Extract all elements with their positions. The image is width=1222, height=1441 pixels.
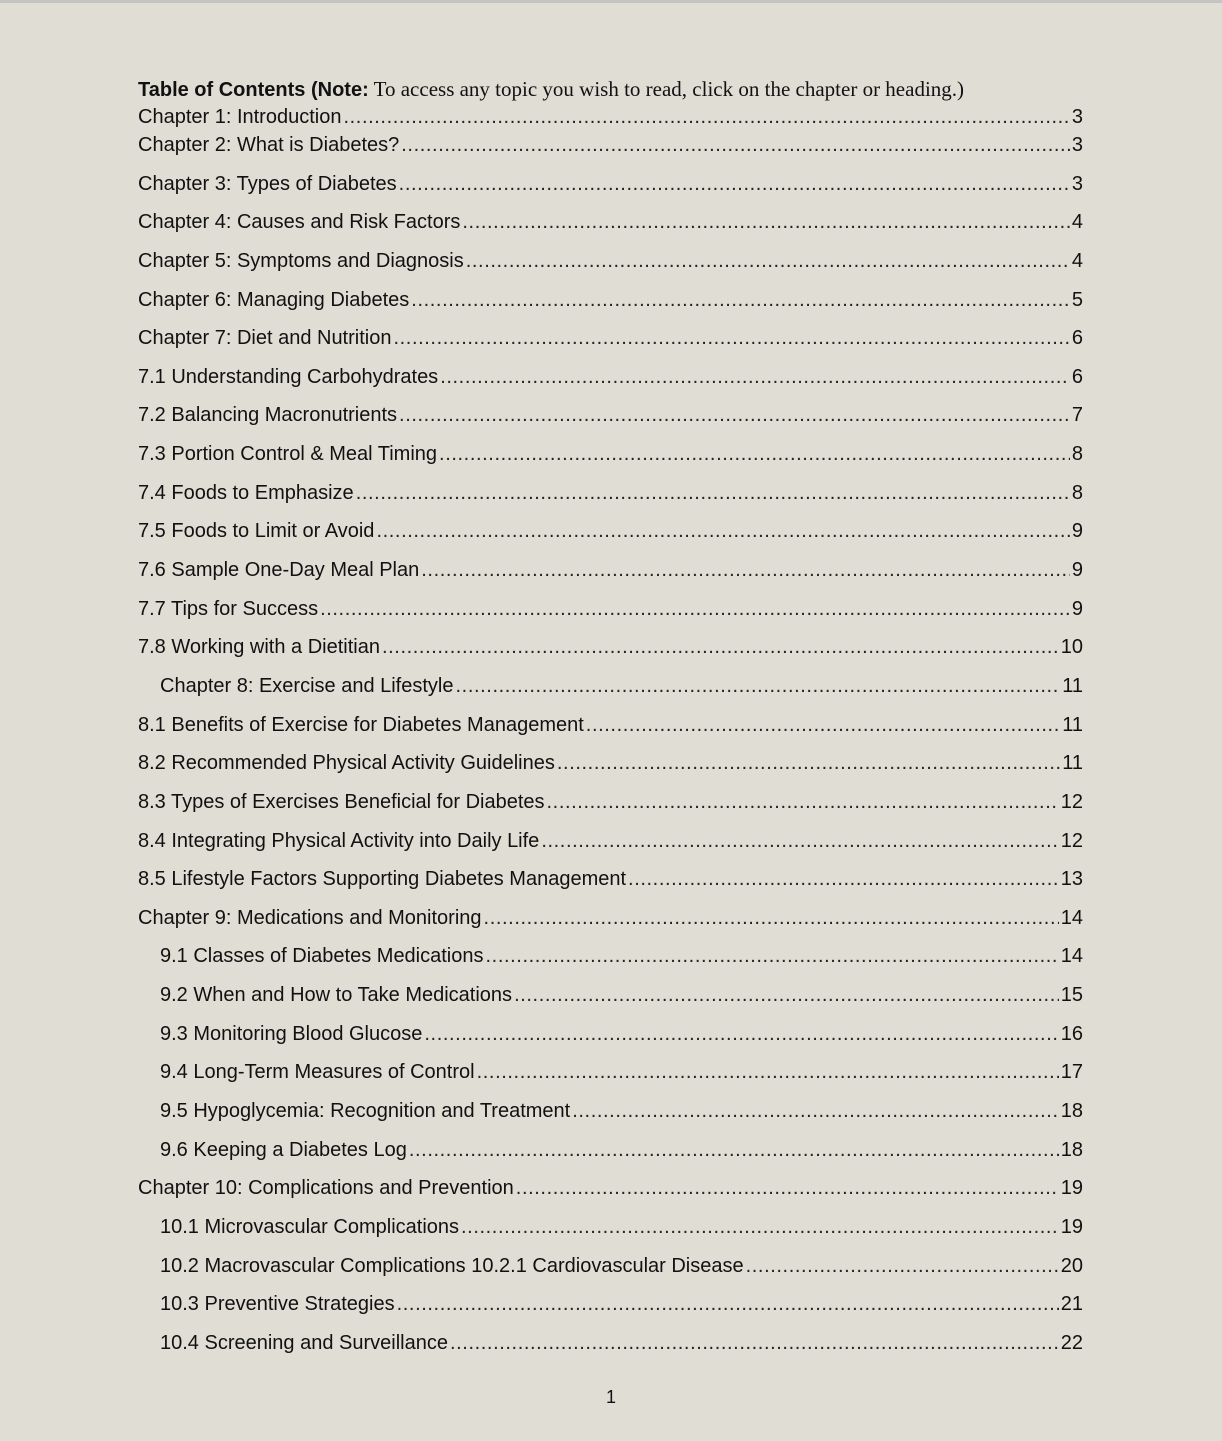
toc-entry-label: 8.4 Integrating Physical Activity into Daily Life — [138, 829, 540, 852]
toc-dot-leader — [541, 828, 1058, 854]
toc-entry-page: 6 — [1071, 365, 1083, 388]
toc-entry-label: Chapter 4: Causes and Risk Factors — [138, 211, 461, 234]
toc-entry[interactable] — [138, 634, 1083, 673]
toc-dot-leader — [421, 557, 1070, 583]
toc-entry-page: 21 — [1060, 1293, 1083, 1316]
toc-entry-page: 10 — [1060, 636, 1083, 659]
toc-entry[interactable] — [138, 943, 1083, 982]
toc-entry-label: 7.8 Working with a Dietitian — [138, 636, 380, 659]
toc-entry-page: 16 — [1060, 1022, 1083, 1045]
toc-dot-leader — [397, 1291, 1059, 1317]
toc-entry-page: 20 — [1060, 1254, 1083, 1277]
toc-entry-page: 14 — [1060, 945, 1083, 968]
toc-entry-page: 5 — [1071, 288, 1083, 311]
toc-entry-page: 8 — [1071, 481, 1083, 504]
toc-entry-page: 11 — [1062, 674, 1083, 697]
toc-dot-leader — [547, 789, 1059, 815]
toc-dot-leader — [424, 1021, 1058, 1047]
toc-dot-leader — [450, 1330, 1059, 1356]
toc-dot-leader — [477, 1059, 1059, 1085]
toc-entry-label: 10.3 Preventive Strategies — [160, 1293, 395, 1316]
toc-entry-label: Chapter 7: Diet and Nutrition — [138, 327, 392, 350]
toc-dot-leader — [746, 1253, 1059, 1279]
toc-entry-label: 7.1 Understanding Carbohydrates — [138, 365, 439, 388]
toc-entry-page: 9 — [1071, 559, 1083, 582]
toc-dot-leader — [320, 596, 1070, 622]
toc-entry-label: 7.2 Balancing Macronutrients — [138, 404, 398, 427]
table-of-contents — [138, 75, 1083, 1369]
toc-note-text: To access any topic you wish to read, click on the chapter or heading.) — [368, 77, 965, 101]
toc-note-open: ( — [310, 79, 318, 101]
toc-entry-page: 18 — [1060, 1138, 1083, 1161]
toc-entry[interactable] — [138, 1098, 1083, 1137]
toc-dot-leader — [484, 905, 1059, 931]
toc-entry-page: 19 — [1060, 1215, 1083, 1238]
toc-entry-page: 18 — [1060, 1100, 1083, 1123]
toc-entry-label: Chapter 10: Complications and Prevention — [138, 1177, 514, 1200]
toc-entry-label: 8.5 Lifestyle Factors Supporting Diabetes Management — [138, 868, 627, 891]
toc-entry-page: 22 — [1060, 1331, 1083, 1354]
toc-entry-label: 8.3 Types of Exercises Beneficial for Diabetes — [138, 790, 545, 813]
toc-entry-page: 9 — [1071, 520, 1083, 543]
toc-entry[interactable] — [138, 209, 1083, 248]
toc-entry-page: 11 — [1062, 752, 1083, 775]
toc-entry-label: 7.3 Portion Control & Meal Timing — [138, 443, 438, 466]
toc-dot-leader — [399, 171, 1070, 197]
toc-entry-label: 10.4 Screening and Surveillance — [160, 1331, 448, 1354]
toc-entry-label: Chapter 6: Managing Diabetes — [138, 288, 410, 311]
toc-entry-label: 9.1 Classes of Diabetes Medications — [160, 945, 484, 968]
toc-entry[interactable] — [138, 557, 1083, 596]
toc-entry-page: 6 — [1071, 327, 1083, 350]
toc-entry-label: 9.2 When and How to Take Medications — [160, 984, 513, 1007]
toc-entry[interactable] — [138, 480, 1083, 519]
toc-note-label: Note: — [317, 79, 369, 101]
toc-entry[interactable] — [138, 1137, 1083, 1176]
toc-entry-label: Chapter 5: Symptoms and Diagnosis — [138, 249, 464, 272]
toc-entry[interactable] — [138, 1330, 1083, 1369]
toc-entry-label: 7.7 Tips for Success — [138, 597, 319, 620]
toc-dot-leader — [343, 104, 1069, 130]
toc-entry-page: 12 — [1060, 790, 1083, 813]
toc-entry[interactable] — [138, 1059, 1083, 1098]
toc-entry[interactable] — [138, 325, 1083, 364]
toc-entry-label: 7.6 Sample One-Day Meal Plan — [138, 559, 420, 582]
toc-dot-leader — [401, 132, 1070, 158]
toc-entry-label: 9.3 Monitoring Blood Glucose — [160, 1022, 423, 1045]
toc-entry-label: 9.4 Long-Term Measures of Control — [160, 1061, 475, 1084]
toc-dot-leader — [376, 518, 1069, 544]
toc-entry[interactable] — [138, 866, 1083, 905]
toc-entry-label: 8.2 Recommended Physical Activity Guidelines — [138, 752, 555, 775]
toc-entry-label: 8.1 Benefits of Exercise for Diabetes Management — [138, 713, 584, 736]
toc-dot-leader — [514, 982, 1059, 1008]
toc-entry-label: 7.4 Foods to Emphasize — [138, 481, 354, 504]
toc-dot-leader — [586, 712, 1060, 738]
toc-entry[interactable] — [138, 828, 1083, 867]
toc-entry-page: 4 — [1071, 249, 1083, 272]
toc-entry[interactable] — [138, 596, 1083, 635]
toc-dot-leader — [557, 750, 1060, 776]
toc-dot-leader — [462, 209, 1070, 235]
toc-dot-leader — [356, 480, 1070, 506]
toc-entry-page: 7 — [1071, 404, 1083, 427]
toc-entry-page: 11 — [1062, 713, 1083, 736]
toc-dot-leader — [486, 943, 1059, 969]
toc-entry-page: 14 — [1060, 906, 1083, 929]
toc-entry-page: 8 — [1071, 443, 1083, 466]
toc-dot-leader — [516, 1175, 1059, 1201]
toc-entry-page: 17 — [1060, 1061, 1083, 1084]
toc-dot-leader — [439, 441, 1070, 467]
toc-entry[interactable] — [138, 104, 1083, 132]
toc-dot-leader — [572, 1098, 1059, 1124]
page-number: 1 — [605, 1387, 616, 1407]
toc-entry[interactable] — [138, 441, 1083, 480]
toc-dot-leader — [409, 1137, 1059, 1163]
toc-entry-page: 3 — [1071, 134, 1083, 156]
toc-entry-page: 12 — [1060, 829, 1083, 852]
toc-entry-label: 10.2 Macrovascular Complications 10.2.1 Cardiovascular Disease — [160, 1254, 744, 1277]
toc-entry-list — [138, 104, 1083, 1369]
toc-dot-leader — [456, 673, 1061, 699]
toc-entry[interactable] — [138, 673, 1083, 712]
toc-dot-leader — [382, 634, 1059, 660]
toc-entry[interactable] — [138, 248, 1083, 287]
toc-entry-page: 3 — [1071, 106, 1083, 128]
toc-entry[interactable] — [138, 1175, 1083, 1214]
toc-entry[interactable] — [138, 712, 1083, 751]
toc-dot-leader — [411, 287, 1070, 313]
toc-entry-label: Chapter 2: What is Diabetes? — [138, 134, 400, 156]
toc-entry-page: 3 — [1071, 172, 1083, 195]
toc-entry[interactable] — [138, 1291, 1083, 1330]
toc-dot-leader — [440, 364, 1070, 390]
toc-dot-leader — [399, 402, 1070, 428]
toc-entry[interactable] — [138, 402, 1083, 441]
toc-dot-leader — [461, 1214, 1059, 1240]
toc-entry-label: 9.6 Keeping a Diabetes Log — [160, 1138, 407, 1161]
toc-entry-page: 4 — [1071, 211, 1083, 234]
toc-entry[interactable] — [138, 518, 1083, 557]
toc-entry-label: Chapter 1: Introduction — [138, 106, 342, 128]
toc-entry[interactable] — [138, 1021, 1083, 1060]
toc-entry-page: 19 — [1060, 1177, 1083, 1200]
toc-dot-leader — [466, 248, 1070, 274]
toc-entry[interactable] — [138, 364, 1083, 403]
toc-entry-label: 10.1 Microvascular Complications — [160, 1215, 460, 1238]
toc-entry[interactable] — [138, 750, 1083, 789]
toc-entry[interactable] — [138, 171, 1083, 210]
toc-dot-leader — [393, 325, 1069, 351]
toc-entry-label: Chapter 9: Medications and Monitoring — [138, 906, 482, 929]
toc-dot-leader — [628, 866, 1059, 892]
toc-entry[interactable] — [138, 132, 1083, 171]
toc-entry[interactable] — [138, 982, 1083, 1021]
toc-entry[interactable] — [138, 789, 1083, 828]
toc-entry[interactable] — [138, 905, 1083, 944]
toc-entry-label: 7.5 Foods to Limit or Avoid — [138, 520, 375, 543]
toc-entry-label: Chapter 3: Types of Diabetes — [138, 172, 397, 195]
toc-entry[interactable] — [138, 1214, 1083, 1253]
toc-entry[interactable] — [138, 1253, 1083, 1292]
toc-entry-label: Chapter 8: Exercise and Lifestyle — [160, 674, 454, 697]
toc-heading — [138, 75, 1083, 104]
toc-entry-label: 9.5 Hypoglycemia: Recognition and Treatment — [160, 1100, 571, 1123]
toc-entry-page: 13 — [1060, 868, 1083, 891]
toc-entry-page: 9 — [1071, 597, 1083, 620]
toc-entry[interactable] — [138, 287, 1083, 326]
toc-entry-page: 15 — [1060, 984, 1083, 1007]
toc-heading-title: Table of Contents — [138, 79, 306, 101]
